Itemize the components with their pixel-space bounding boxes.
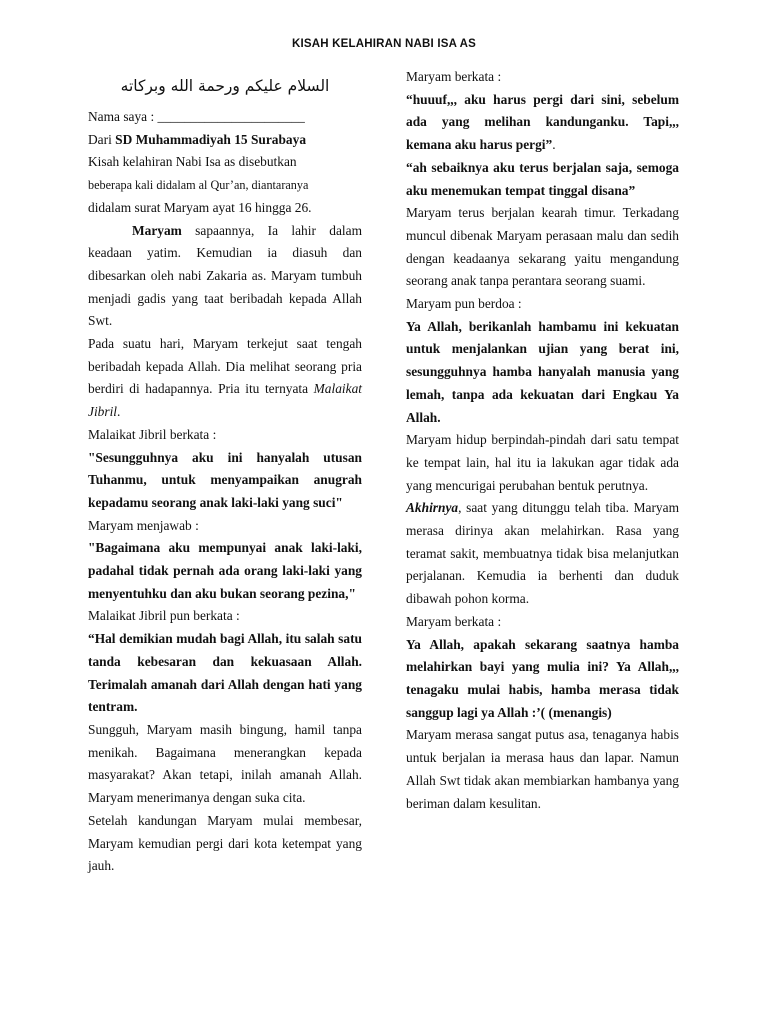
maryam-quote-leave-text: “huuuf,,, aku harus pergi dari sini, sebelum ada yang melihan kandunganku. Tapi,,, kemana aku harus pergi”: [406, 91, 679, 153]
paragraph-time-arrived: [406, 497, 679, 611]
maryam-answers-label: Maryam menjawab :: [88, 517, 199, 533]
malaikat-jibril-italic: Malaikat Jibril: [88, 381, 362, 420]
school-prefix: Dari: [88, 131, 116, 147]
paragraph-moving-around: Maryam hidup berpindah-pindah dari satu tempat ke tempat lain, hal itu ia lakukan agar tidak ada yang mencurigai perubahan bentuk perutnya.: [406, 432, 679, 493]
maryam-quote-leave-end: .: [552, 137, 556, 153]
paragraph-time-arrived-text: , saat yang ditunggu telah tiba. Maryam merasa dirinya akan melahirkan. Rasa yang teramat sakit, membuatnya tidak bisa melanjutkan perjalanan. Kemudia ia berhenti dan duduk dibawah pohon korma.: [406, 500, 679, 607]
paragraph-despair: Maryam merasa sangat putus asa, tenaganya habis untuk berjalan ia merasa haus dan lapar. Namun Allah Swt tidak akan membiarkan hambanya yang beriman dalam kesulitan.: [406, 727, 679, 811]
document-title: KISAH KELAHIRAN NABI ISA AS: [291, 38, 477, 50]
maryam-prayer: Ya Allah, berikanlah hambamu ini kekuatan untuk menjalankan ujian yang berat ini, sesungguhnya hamba hanyalah manusia yang lemah, tanpa ada kekuatan dari Engkau Ya Allah.: [406, 318, 679, 425]
maryam-says-label-2: Maryam berkata :: [406, 613, 502, 629]
intro-line-2: beberapa kali didalam al Qur’an, diantaranya: [88, 178, 309, 193]
left-column: [88, 66, 362, 878]
school-name: SD Muhammadiyah 15 Surabaya: [115, 131, 307, 147]
paragraph-maryam-leaves: Setelah kandungan Maryam mulai membesar, Maryam kemudian pergi dari kota ketempat yang jauh.: [88, 812, 362, 874]
intro-line-3: didalam surat Maryam ayat 16 hingga 26.: [88, 199, 312, 215]
maryam-prays-label: Maryam pun berdoa :: [406, 296, 522, 312]
arabic-greeting: السلام عليكم ورحمة الله وبركاته: [120, 77, 330, 95]
school-line: [88, 129, 362, 152]
name-line: Nama saya : ______________________: [88, 109, 305, 124]
maryam-quote: "Bagaimana aku mempunyai anak laki-laki, padahal tidak pernah ada orang laki-laki yang menyentuhku dan aku bukan seorang pezina,": [88, 540, 362, 601]
paragraph-jibril-text: Pada suatu hari, Maryam terkejut saat tengah beribadah kepada Allah. Dia melihat seorang pria berdiri di hadapannya. Pria itu ternyata: [88, 336, 362, 397]
jibril-quote: "Sesungguhnya aku ini hanyalah utusan Tuhanmu, untuk menyampaikan anugrah kepadamu seorang anak laki-laki yang suci": [88, 449, 362, 510]
maryam-says-label: Maryam berkata :: [406, 69, 502, 84]
maryam-name: Maryam: [132, 222, 182, 238]
jibril-quote-2: “Hal demikian mudah bagi Allah, itu salah satu tanda kebesaran dan kekuasaan Allah. Terimalah amanah dari Allah dengan hati yang tentram.: [88, 631, 362, 715]
maryam-quote-leave: [406, 89, 679, 157]
paragraph-maryam-intro-text: sapaannya, Ia lahir dalam keadaan yatim. Kemudian ia diasuh dan dibesarkan oleh nabi Zakaria as. Maryam tumbuh menjadi gadis yang taat beribadah kepada Allah Swt.: [88, 222, 362, 329]
paragraph-maryam-confused: Sungguh, Maryam masih bingung, hamil tanpa menikah. Bagaimana menerangkan kepada masyarakat? Akan tetapi, inilah amanah Allah. Maryam menerimanya dengan suka cita.: [88, 721, 362, 806]
right-column: [406, 66, 679, 815]
intro-line-1: Kisah kelahiran Nabi Isa as disebutkan: [88, 154, 297, 170]
akhirnya-word: Akhirnya: [406, 500, 459, 516]
paragraph-walk-east: Maryam terus berjalan kearah timur. Terkadang muncul dibenak Maryam perasaan malu dan sedih dengan keadaanya sekarang yaitu mengandung seorang anak tanpa perantara seorang suami.: [406, 205, 679, 289]
maryam-quote-birth: Ya Allah, apakah sekarang saatnya hamba melahirkan bayi yang mulia ini? Ya Allah,,, tenagaku mulai habis, hamba merasa tidak sanggup lagi ya Allah :’( (menangis): [406, 636, 679, 720]
paragraph-jibril-appears: [88, 333, 362, 424]
maryam-quote-walk: “ah sebaiknya aku terus berjalan saja, semoga aku menemukan tempat tinggal disana”: [406, 159, 679, 198]
jibril-says-label-2: Malaikat Jibril pun berkata :: [88, 608, 240, 624]
jibril-says-label: Malaikat Jibril berkata :: [88, 426, 217, 442]
paragraph-maryam-intro: [88, 220, 362, 334]
paragraph-jibril-end: .: [117, 404, 121, 420]
